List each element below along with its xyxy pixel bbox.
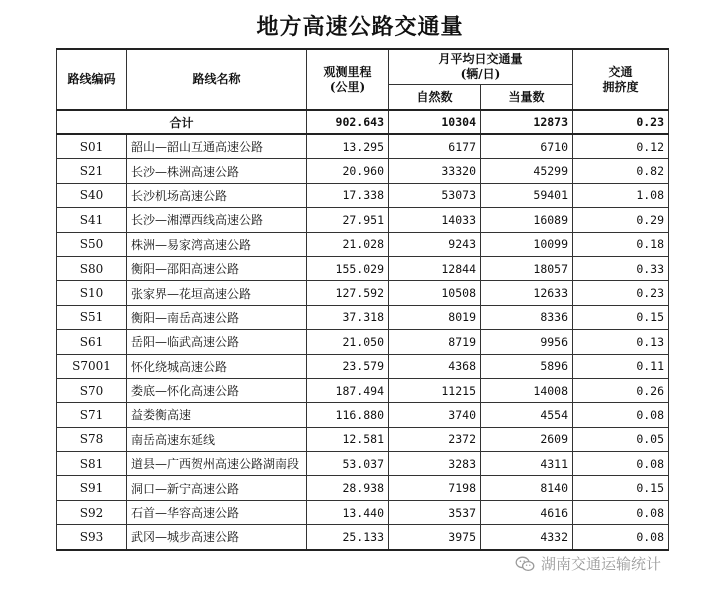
wechat-icon: [515, 556, 535, 572]
route-natural: 9243: [389, 232, 481, 256]
route-natural: 7198: [389, 476, 481, 500]
route-congestion: 0.33: [573, 256, 669, 280]
route-name: 长沙机场高速公路: [127, 183, 307, 207]
route-equivalent: 9956: [481, 330, 573, 354]
table-row: [57, 452, 669, 476]
route-equivalent: 59401: [481, 183, 573, 207]
header-traffic-line2: (辆/日): [460, 67, 501, 81]
route-code: S7001: [57, 354, 127, 378]
route-mileage: 21.028: [307, 232, 389, 256]
table-row: [57, 476, 669, 500]
route-natural: 10508: [389, 281, 481, 305]
header-name: 路线名称: [127, 49, 307, 110]
route-equivalent: 2609: [481, 427, 573, 451]
route-name: 洞口—新宁高速公路: [127, 476, 307, 500]
table-row: [57, 500, 669, 524]
route-mileage: 21.050: [307, 330, 389, 354]
route-equivalent: 8336: [481, 305, 573, 329]
page-title: 地方高速公路交通量: [256, 14, 464, 40]
route-mileage: 53.037: [307, 452, 389, 476]
table-row: [57, 354, 669, 378]
route-natural: 3283: [389, 452, 481, 476]
route-equivalent: 45299: [481, 159, 573, 183]
route-equivalent: 4332: [481, 525, 573, 550]
route-name: 株洲—易家湾高速公路: [127, 232, 307, 256]
traffic-table: [56, 48, 669, 551]
route-code: S81: [57, 452, 127, 476]
route-code: S93: [57, 525, 127, 550]
route-congestion: 0.23: [573, 281, 669, 305]
route-natural: 8719: [389, 330, 481, 354]
route-congestion: 0.12: [573, 134, 669, 159]
route-code: S50: [57, 232, 127, 256]
route-congestion: 1.08: [573, 183, 669, 207]
header-congestion-line2: 拥挤度: [602, 79, 639, 94]
route-congestion: 0.82: [573, 159, 669, 183]
route-equivalent: 14008: [481, 378, 573, 402]
route-code: S92: [57, 500, 127, 524]
table-row: [57, 208, 669, 232]
header-congestion: [573, 49, 669, 110]
route-equivalent: 12633: [481, 281, 573, 305]
route-natural: 11215: [389, 378, 481, 402]
route-congestion: 0.05: [573, 427, 669, 451]
route-mileage: 155.029: [307, 256, 389, 280]
total-congestion: 0.23: [573, 110, 669, 134]
table-row: [57, 525, 669, 550]
route-code: S10: [57, 281, 127, 305]
table-row: [57, 256, 669, 280]
route-name: 衡阳—南岳高速公路: [127, 305, 307, 329]
header-mileage-line1: 观测里程: [323, 64, 372, 79]
total-row: [57, 110, 669, 134]
route-mileage: 13.440: [307, 500, 389, 524]
route-mileage: 23.579: [307, 354, 389, 378]
table-row: [57, 281, 669, 305]
route-congestion: 0.08: [573, 500, 669, 524]
route-mileage: 27.951: [307, 208, 389, 232]
route-mileage: 116.880: [307, 403, 389, 427]
route-congestion: 0.15: [573, 476, 669, 500]
route-code: S70: [57, 378, 127, 402]
route-congestion: 0.08: [573, 452, 669, 476]
table-row: [57, 183, 669, 207]
route-mileage: 37.318: [307, 305, 389, 329]
route-mileage: 28.938: [307, 476, 389, 500]
route-name: 南岳高速东延线: [127, 427, 307, 451]
route-natural: 33320: [389, 159, 481, 183]
route-natural: 2372: [389, 427, 481, 451]
header-code: 路线编码: [57, 49, 127, 110]
route-mileage: 127.592: [307, 281, 389, 305]
route-equivalent: 6710: [481, 134, 573, 159]
route-natural: 12844: [389, 256, 481, 280]
route-code: S78: [57, 427, 127, 451]
route-equivalent: 16089: [481, 208, 573, 232]
route-name: 益娄衡高速: [127, 403, 307, 427]
route-mileage: 25.133: [307, 525, 389, 550]
route-congestion: 0.13: [573, 330, 669, 354]
table-row: [57, 305, 669, 329]
route-name: 石首—华容高速公路: [127, 500, 307, 524]
route-natural: 3740: [389, 403, 481, 427]
total-equivalent: 12873: [481, 110, 573, 134]
route-name: 武冈—城步高速公路: [127, 525, 307, 550]
route-name: 怀化绕城高速公路: [127, 354, 307, 378]
route-natural: 3537: [389, 500, 481, 524]
total-mileage: 902.643: [307, 110, 389, 134]
watermark: [515, 553, 661, 574]
route-code: S80: [57, 256, 127, 280]
route-mileage: 187.494: [307, 378, 389, 402]
route-mileage: 12.581: [307, 427, 389, 451]
route-mileage: 17.338: [307, 183, 389, 207]
total-natural: 10304: [389, 110, 481, 134]
route-equivalent: 8140: [481, 476, 573, 500]
route-natural: 8019: [389, 305, 481, 329]
route-natural: 6177: [389, 134, 481, 159]
route-congestion: 0.08: [573, 525, 669, 550]
route-code: S91: [57, 476, 127, 500]
table-row: [57, 403, 669, 427]
route-code: S41: [57, 208, 127, 232]
route-name: 衡阳—邵阳高速公路: [127, 256, 307, 280]
route-mileage: 20.960: [307, 159, 389, 183]
table-row: [57, 159, 669, 183]
route-natural: 14033: [389, 208, 481, 232]
route-name: 娄底—怀化高速公路: [127, 378, 307, 402]
route-code: S61: [57, 330, 127, 354]
route-name: 道县—广西贺州高速公路湖南段: [127, 452, 307, 476]
route-equivalent: 10099: [481, 232, 573, 256]
table-row: [57, 330, 669, 354]
header-traffic: [389, 49, 573, 85]
watermark-text: 湖南交通运输统计: [541, 555, 662, 573]
route-code: S40: [57, 183, 127, 207]
header-congestion-line1: 交通: [608, 64, 633, 79]
route-code: S71: [57, 403, 127, 427]
route-name: 长沙—株洲高速公路: [127, 159, 307, 183]
route-equivalent: 18057: [481, 256, 573, 280]
route-name: 长沙—湘潭西线高速公路: [127, 208, 307, 232]
route-natural: 4368: [389, 354, 481, 378]
route-congestion: 0.11: [573, 354, 669, 378]
table-row: [57, 134, 669, 159]
table-row: [57, 378, 669, 402]
route-congestion: 0.26: [573, 378, 669, 402]
table-row: [57, 232, 669, 256]
header-mileage: [307, 49, 389, 110]
header-traffic-line1: 月平均日交通量: [438, 52, 523, 66]
route-natural: 3975: [389, 525, 481, 550]
route-equivalent: 4554: [481, 403, 573, 427]
table-row: [57, 427, 669, 451]
route-congestion: 0.29: [573, 208, 669, 232]
route-code: S01: [57, 134, 127, 159]
route-congestion: 0.08: [573, 403, 669, 427]
route-equivalent: 4616: [481, 500, 573, 524]
header-natural: 自然数: [389, 85, 481, 111]
route-natural: 53073: [389, 183, 481, 207]
route-equivalent: 4311: [481, 452, 573, 476]
route-mileage: 13.295: [307, 134, 389, 159]
route-code: S21: [57, 159, 127, 183]
route-congestion: 0.18: [573, 232, 669, 256]
route-congestion: 0.15: [573, 305, 669, 329]
route-equivalent: 5896: [481, 354, 573, 378]
header-mileage-line2: (公里): [329, 79, 366, 94]
route-name: 张家界—花垣高速公路: [127, 281, 307, 305]
route-code: S51: [57, 305, 127, 329]
route-name: 韶山—韶山互通高速公路: [127, 134, 307, 159]
header-equivalent: 当量数: [481, 85, 573, 111]
route-name: 岳阳—临武高速公路: [127, 330, 307, 354]
total-label: 合计: [57, 110, 307, 134]
